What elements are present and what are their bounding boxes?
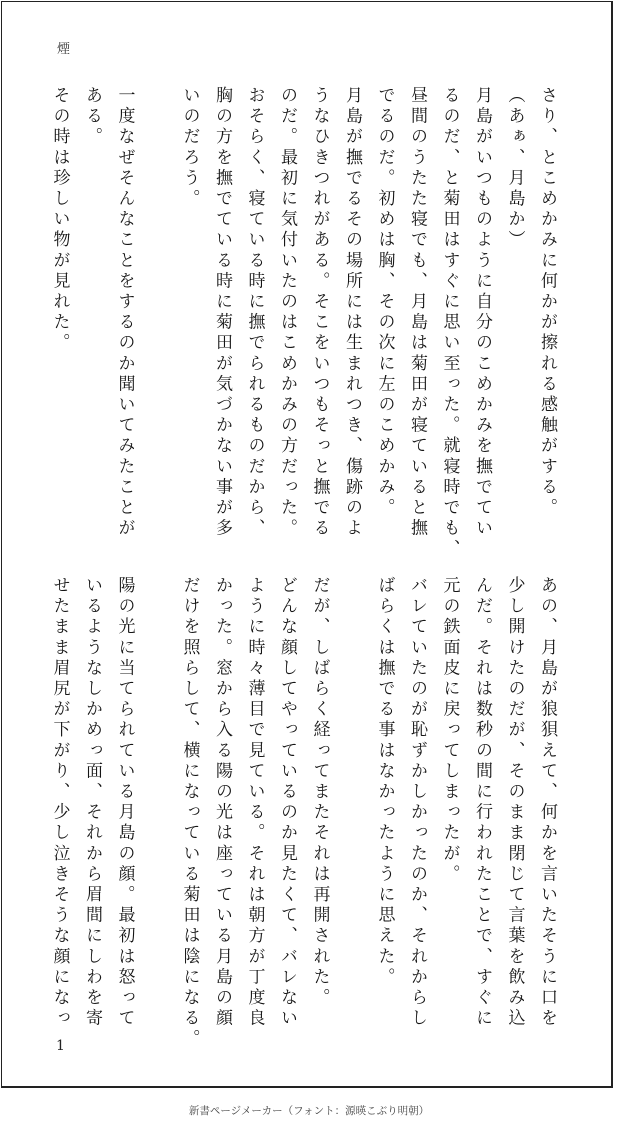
text-column: いるようなしかめっ面、それから眉間にしわを寄 bbox=[82, 576, 102, 1030]
text-column: 月島がいつものように自分のこめかみを撫でてい bbox=[472, 86, 492, 540]
blank-column bbox=[141, 576, 174, 996]
text-column: 陽の光に当てられている月島の顔。最初は怒って bbox=[114, 576, 135, 1030]
text-column: あの、月島が狼狽えて、何かを言いたそうに口を bbox=[537, 576, 557, 1030]
text-column: せたまま眉尻が下がり、少し泣きそうな顔になっ bbox=[49, 576, 70, 1030]
text-column: 少し開けたのだが、そのまま閉じて言葉を飲み込 bbox=[504, 576, 525, 1030]
text-column: おそらく、寝ている時に撫でられるものだから、 bbox=[244, 86, 265, 540]
text-column: さり、とこめかみに何かが擦れる感触がする。 bbox=[537, 86, 557, 519]
text-block-bottom bbox=[43, 576, 563, 1050]
text-column: ばらくは撫でる事はなかったように思えた。 bbox=[374, 576, 395, 988]
text-column: かった。窓から入る陽の光は座っている月島の顔 bbox=[212, 576, 232, 1030]
text-column: その時は珍しい物が見れた。 bbox=[49, 86, 70, 354]
text-column: んだ。それは数秒の間に行われたことで、すぐに bbox=[472, 576, 492, 1030]
text-column: 一度なぜそんなことをするのか聞いてみたことが bbox=[114, 86, 135, 540]
page-number: 1 bbox=[56, 1038, 65, 1054]
text-column: うなひきつれがある。そこをいつもそっと撫でる bbox=[309, 86, 330, 540]
text-column: どんな顔してやっているのか見たくて、バレない bbox=[277, 576, 297, 1030]
text-column: 元の鉄面皮に戻ってしまったが。 bbox=[439, 576, 460, 885]
running-title: 煙 bbox=[57, 42, 71, 57]
generator-caption: 新書ページメーカー（フォント：源暎こぶり明朝） bbox=[188, 1105, 430, 1117]
blank-column bbox=[336, 576, 369, 996]
blank-column bbox=[141, 86, 174, 536]
text-column: だけを照らして、横になっている菊田は陰になる。 bbox=[179, 576, 200, 1050]
text-column: 胸の方を撫でている時に菊田が気づかない事が多 bbox=[212, 86, 232, 540]
text-column: るのだ、と菊田はすぐに思い至った。就寝時でも、 bbox=[439, 86, 460, 560]
text-block-top bbox=[43, 86, 563, 560]
text-column: ある。 bbox=[82, 86, 102, 148]
text-column: だが、しばらく経ってまたそれは再開された。 bbox=[309, 576, 330, 1009]
text-column: でるのだ。初めは胸、その次に左のこめかみ。 bbox=[374, 86, 395, 519]
text-column: いのだろう。 bbox=[179, 86, 200, 210]
text-column: バレていたのが恥ずかしかったのか、それからし bbox=[407, 576, 427, 1030]
text-column: 月島が撫でるその場所には生まれつき、傷跡のよ bbox=[342, 86, 362, 540]
text-column: のだ。最初に気付いたのはこめかみの方だった。 bbox=[277, 86, 297, 540]
text-column: （あぁ、月島か） bbox=[504, 86, 525, 251]
text-column: ように時々薄目で見ている。それは朝方が丁度良 bbox=[244, 576, 265, 1030]
text-column: 昼間のうたた寝でも、月島は菊田が寝ていると撫 bbox=[407, 86, 427, 540]
book-page bbox=[1, 1, 613, 1088]
